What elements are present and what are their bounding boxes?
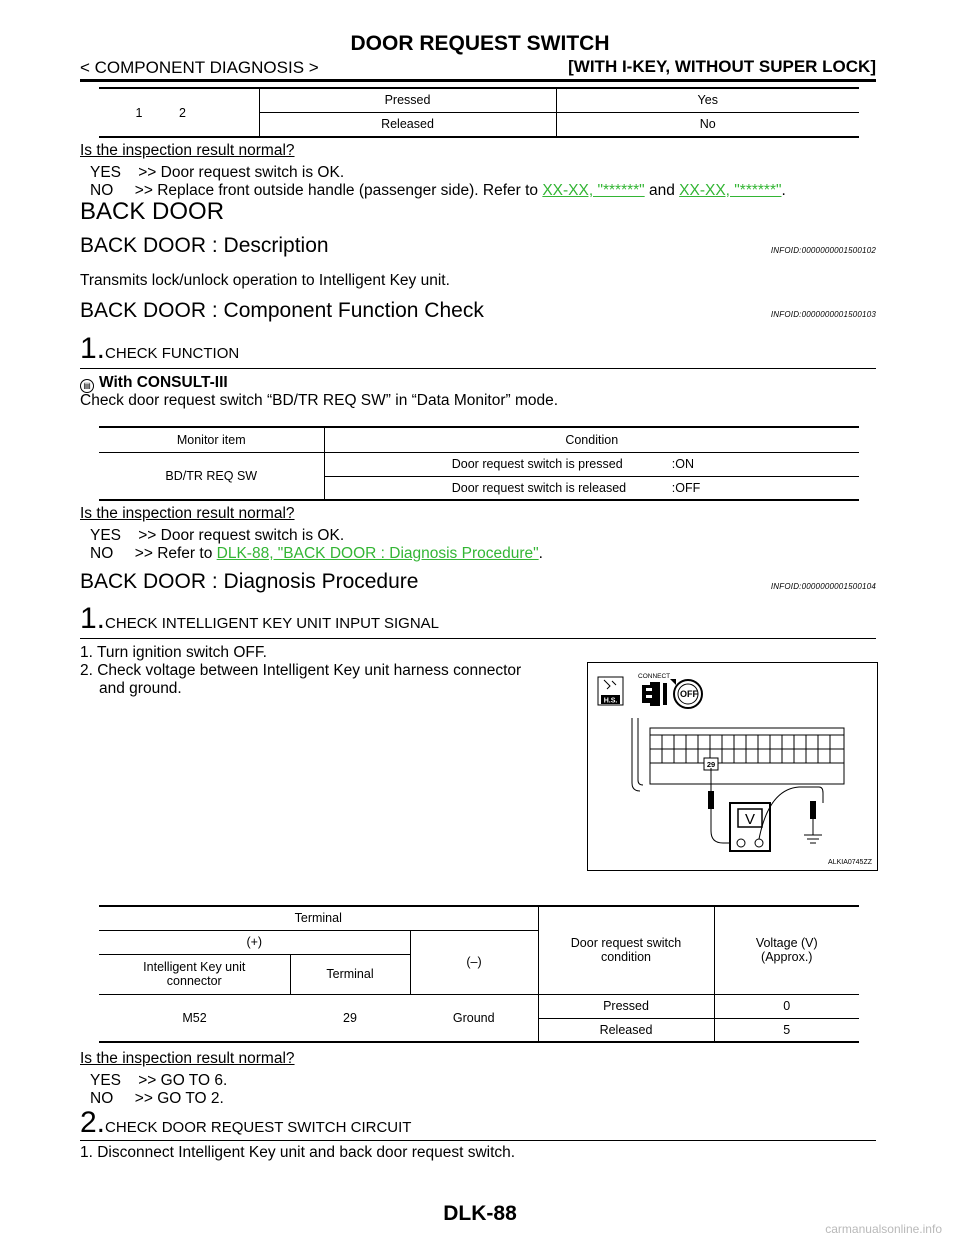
page-title: DOOR REQUEST SWITCH (350, 32, 610, 55)
condition-value: :ON (671, 457, 694, 471)
top-table (99, 87, 859, 138)
diagnosis-heading: BACK DOOR : Diagnosis Procedure (80, 570, 419, 593)
condition-header: Door request switch condition (538, 906, 714, 994)
monitor-header-item: Monitor item (99, 427, 324, 452)
consult-line (80, 374, 228, 393)
section-breadcrumb: < COMPONENT DIAGNOSIS > (80, 58, 319, 77)
top-table-val: Yes (556, 88, 859, 112)
step-item: 1. Disconnect Intelligent Key unit and back door request switch. (80, 1144, 516, 1161)
info-id: INFOID:0000000001500103 (770, 310, 876, 319)
top-table-col1: 1 (135, 105, 143, 120)
yes-line: YES >> GO TO 6. (90, 1072, 228, 1089)
monitor-condition (324, 476, 859, 500)
step-divider (80, 638, 876, 639)
term-header: Terminal (290, 954, 410, 994)
top-table-col2: 2 (179, 88, 259, 137)
meter-label: V (744, 811, 756, 828)
connect-label: CONNECT (638, 673, 671, 680)
monitor-header-condition: Condition (565, 432, 619, 447)
step-divider (80, 1140, 876, 1141)
condition-text: Door request switch is pressed (451, 457, 623, 471)
harness-figure (587, 662, 878, 871)
no-line (90, 545, 543, 563)
ground-cell: Ground (410, 994, 538, 1042)
description-heading: BACK DOOR : Description (80, 234, 329, 257)
step-item-cont: and ground. (99, 680, 182, 697)
consult-icon: ▤ (80, 379, 94, 393)
ignition-off-icon (670, 679, 702, 708)
function-check-heading: BACK DOOR : Component Function Check (80, 299, 484, 322)
step-heading (80, 1106, 411, 1140)
connect-icon (638, 673, 670, 706)
top-table-cond: Pressed (259, 88, 556, 112)
section-heading: BACK DOOR (80, 198, 225, 225)
page-number: DLK-88 (443, 1202, 517, 1225)
off-label: OFF (680, 689, 698, 699)
ref-link-2[interactable]: XX-XX, "******" (679, 182, 782, 199)
step-title: CHECK FUNCTION (105, 345, 240, 362)
ref-link-diagnosis[interactable]: DLK-88, "BACK DOOR : Diagnosis Procedure" (216, 545, 539, 562)
instruction-text: Check door request switch “BD/TR REQ SW” in “Data Monitor” mode. (80, 392, 559, 409)
top-table-cond: Released (259, 112, 556, 137)
voltage-header: Voltage (V) (Approx.) (755, 936, 818, 965)
step-number: 1. (80, 332, 106, 365)
condition-text: Door request switch is released (451, 480, 627, 495)
no-line: NO >> GO TO 2. (90, 1090, 224, 1107)
step-heading (80, 332, 239, 366)
watermark: carmanualsonline.info (825, 1222, 942, 1236)
switch-condition: Released (538, 1018, 714, 1042)
voltage-value: 5 (783, 1022, 791, 1037)
step-number: 2. (80, 1106, 106, 1139)
monitor-item: BD/TR REQ SW (99, 452, 324, 500)
pin-label: 29 (706, 760, 716, 769)
voltage-table (99, 905, 859, 1043)
end-punct: . (538, 545, 543, 562)
step-title: CHECK DOOR REQUEST SWITCH CIRCUIT (105, 1119, 412, 1136)
voltage-value: 0 (714, 994, 859, 1018)
question-text: Is the inspection result normal? (80, 142, 295, 159)
yes-line: YES >> Door request switch is OK. (90, 164, 345, 181)
step-item: 1. Turn ignition switch OFF. (80, 644, 267, 661)
info-id: INFOID:0000000001500104 (770, 582, 876, 591)
question-text: Is the inspection result normal? (80, 505, 295, 522)
section-qualifier: [WITH I-KEY, WITHOUT SUPER LOCK] (568, 57, 876, 76)
monitor-condition (324, 452, 859, 476)
question-text: Is the inspection result normal? (80, 1050, 295, 1067)
and-text: and (644, 182, 680, 199)
monitor-table (99, 426, 859, 501)
pin-cell: 29 (343, 1010, 357, 1025)
step-heading (80, 602, 439, 636)
step-title: CHECK INTELLIGENT KEY UNIT INPUT SIGNAL (105, 615, 440, 632)
consult-label: With CONSULT-III (99, 374, 228, 391)
top-table-val: No (699, 117, 716, 132)
terminal-header: Terminal (99, 906, 538, 930)
description-text: Transmits lock/unlock operation to Intelligent Key unit. (80, 272, 450, 289)
minus-header: (–) (410, 930, 538, 994)
no-text: NO >> Replace front outside handle (passenger side). Refer to (90, 182, 543, 199)
end-punct: . (781, 182, 786, 199)
ref-link-1[interactable]: XX-XX, "******" (542, 182, 645, 199)
step-number: 1. (80, 602, 106, 635)
condition-value: :OFF (671, 480, 701, 495)
step-divider (80, 368, 876, 369)
hs-label: H.S. (603, 697, 618, 705)
connector-cell: M52 (182, 1010, 207, 1025)
unit-header: Intelligent Key unit connector (99, 954, 290, 994)
no-text: NO >> Refer to (90, 545, 217, 562)
step-item: 2. Check voltage between Intelligent Key unit harness connector (80, 662, 522, 679)
figure-code: ALKIA0745ZZ (828, 859, 872, 866)
harness-diagram (588, 663, 877, 870)
connector-drawing (632, 718, 844, 791)
info-id: INFOID:0000000001500102 (770, 246, 876, 255)
hs-icon (598, 677, 623, 705)
plus-header: (+) (99, 930, 410, 954)
header-divider (80, 79, 876, 82)
switch-condition: Pressed (538, 994, 714, 1018)
yes-line: YES >> Door request switch is OK. (90, 527, 345, 544)
